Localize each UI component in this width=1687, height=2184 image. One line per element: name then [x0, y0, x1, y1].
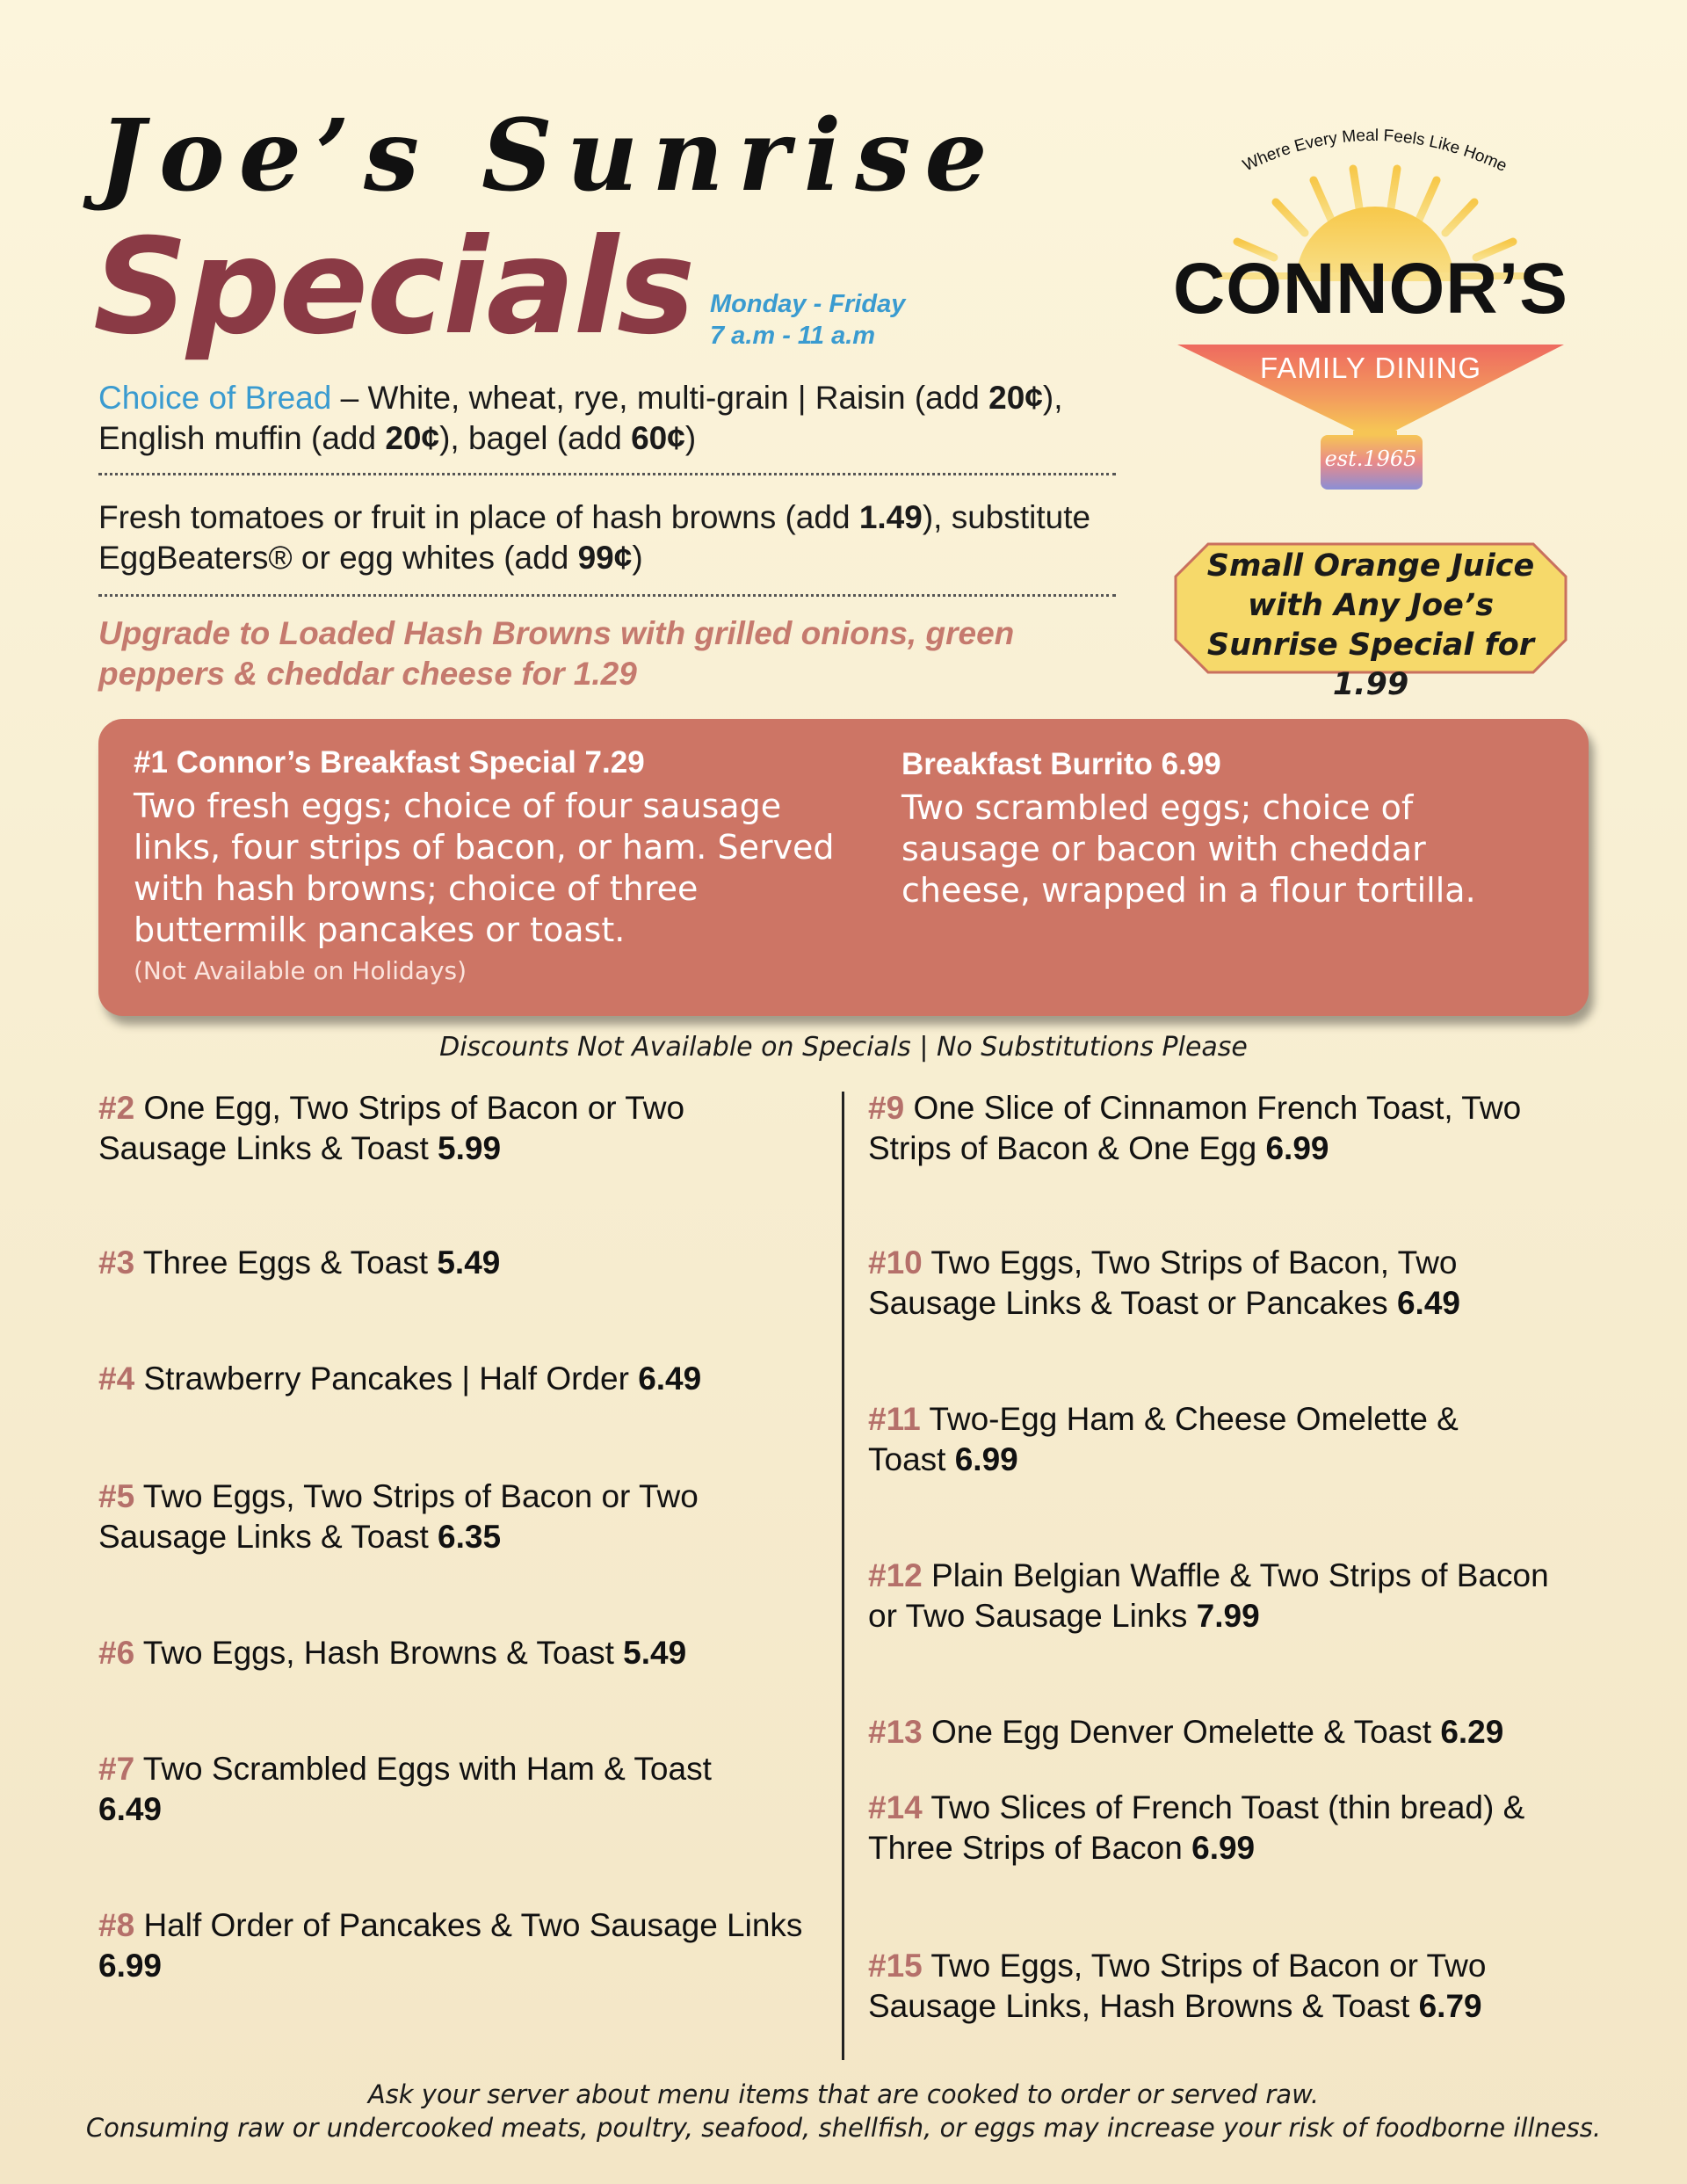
sub-price-2: 99¢ — [577, 540, 633, 576]
menu-item — [868, 1946, 1606, 2027]
item-price: 6.29 — [1440, 1714, 1504, 1750]
sub-text-2: ), substitute EggBeaters® or egg whites (add — [98, 499, 1091, 576]
bread-price-2: 20¢ — [385, 420, 440, 456]
logo-tagline: Where Every Meal Feels Like Home — [1240, 126, 1510, 176]
item-number: #6 — [98, 1635, 135, 1671]
menu-item — [98, 1088, 819, 1169]
dotted-divider — [98, 473, 1116, 475]
upgrade-note: Upgrade to Loaded Hash Browns with grilled onions, green peppers & cheddar cheese for 1.29 — [98, 615, 1015, 692]
menu-item — [98, 1633, 819, 1673]
item-price: 6.99 — [98, 1948, 163, 1984]
item-name: Two Eggs, Two Strips of Bacon, Two Sausage Links & Toast or Pancakes — [868, 1244, 1458, 1321]
menu-item — [868, 1399, 1536, 1480]
days-text: Monday - Friday — [710, 290, 906, 318]
bread-text-3: ), bagel (add — [439, 420, 632, 456]
featured-item-2 — [901, 747, 1552, 911]
item-price: 6.49 — [1396, 1285, 1460, 1321]
sub-price-1: 1.49 — [858, 499, 923, 535]
menu-item — [98, 1359, 819, 1399]
title-line-1: Joe’s Sunrise — [98, 98, 1002, 214]
menu-item — [98, 1749, 766, 1830]
logo-established: est.1965 — [1324, 446, 1417, 471]
item-name: Strawberry Pancakes | Half Order — [143, 1360, 629, 1397]
featured-1-description: Two fresh eggs; choice of four sausage links, four strips of bacon, or ham. Served with hash browns; choice of three buttermilk pancakes or toast. — [134, 787, 835, 949]
item-number: #2 — [98, 1090, 135, 1126]
item-number: #12 — [868, 1557, 923, 1593]
item-number: #7 — [98, 1751, 135, 1787]
dotted-divider — [98, 594, 1116, 597]
item-name: One Egg Denver Omelette & Toast — [931, 1714, 1432, 1750]
bread-text-2: ), English muffin (add — [98, 380, 1063, 456]
item-price: 6.99 — [1191, 1830, 1256, 1866]
item-number: #10 — [868, 1244, 923, 1281]
item-name: One Slice of Cinnamon French Toast, Two Strips of Bacon & One Egg — [868, 1090, 1522, 1166]
logo-subtitle: FAMILY DINING — [1260, 352, 1481, 384]
menu-item — [868, 1788, 1606, 1868]
menu-item — [868, 1556, 1562, 1636]
menu-item — [868, 1243, 1589, 1324]
menu-item — [98, 1477, 819, 1557]
item-name: Two Eggs, Two Strips of Bacon or Two Sausage Links, Hash Browns & Toast — [868, 1948, 1487, 2024]
bread-price-1: 20¢ — [988, 380, 1043, 416]
item-price: 6.49 — [638, 1360, 702, 1397]
item-name: Two Slices of French Toast (thin bread) & Three Strips of Bacon — [868, 1789, 1525, 1866]
featured-2-title: Breakfast Burrito 6.99 — [901, 747, 1221, 781]
item-price: 6.99 — [954, 1441, 1018, 1477]
footer-warning — [0, 2078, 1687, 2144]
logo-name: CONNOR’S — [1173, 249, 1568, 329]
item-name: Three Eggs & Toast — [142, 1244, 429, 1281]
item-number: #9 — [868, 1090, 905, 1126]
hours-text: 7 a.m - 11 a.m — [710, 322, 876, 350]
item-number: #11 — [868, 1401, 921, 1437]
item-number: #15 — [868, 1948, 923, 1984]
disclaimer: Discounts Not Available on Specials | No Substitutions Please — [439, 1032, 1248, 1063]
item-name: Two Eggs, Hash Browns & Toast — [142, 1635, 614, 1671]
item-number: #5 — [98, 1478, 135, 1514]
oj-badge-text: Small Orange Juice with Any Joe’s Sunrise Special for 1.99 — [1206, 548, 1535, 702]
menu-item — [868, 1712, 1606, 1752]
bread-text-1: – White, wheat, rye, multi-grain | Raisin (add — [331, 380, 989, 416]
featured-1-title: #1 Connor’s Breakfast Special 7.29 — [134, 745, 645, 780]
sub-text-1: Fresh tomatoes or fruit in place of hash browns (add — [98, 499, 859, 535]
item-number: #3 — [98, 1244, 135, 1281]
title-line-2: Specials — [93, 211, 694, 364]
item-name: Two Scrambled Eggs with Ham & Toast — [142, 1751, 712, 1787]
item-price: 6.35 — [438, 1519, 502, 1555]
hours-block — [710, 288, 905, 352]
item-name: One Egg, Two Strips of Bacon or Two Sausage Links & Toast — [98, 1090, 685, 1166]
menu-item — [868, 1088, 1589, 1169]
sub-text-3: ) — [632, 540, 643, 576]
featured-2-description: Two scrambled eggs; choice of sausage or bacon with cheddar cheese, wrapped in a flour tortilla. — [901, 788, 1476, 910]
featured-1-note: (Not Available on Holidays) — [134, 956, 467, 985]
item-price: 5.99 — [438, 1130, 502, 1166]
menu-item — [98, 1243, 819, 1283]
item-name: Half Order of Pancakes & Two Sausage Links — [143, 1907, 803, 1943]
bread-choice — [98, 378, 1118, 459]
item-price: 7.99 — [1196, 1598, 1260, 1634]
footer-line-2: Consuming raw or undercooked meats, poultry, seafood, shellfish, or eggs may increase your risk of foodborne illness. — [85, 2113, 1602, 2143]
item-price: 6.79 — [1418, 1988, 1482, 2024]
item-number: #14 — [868, 1789, 923, 1825]
bread-text-4: ) — [684, 420, 697, 456]
item-name: Two-Egg Ham & Cheese Omelette & Toast — [868, 1401, 1459, 1477]
substitutions — [98, 497, 1118, 578]
featured-item-1 — [134, 745, 836, 985]
item-number: #13 — [868, 1714, 923, 1750]
item-price: 6.49 — [98, 1791, 163, 1827]
item-name: Plain Belgian Waffle & Two Strips of Bacon or Two Sausage Links — [868, 1557, 1549, 1634]
item-number: #8 — [98, 1907, 135, 1943]
item-name: Two Eggs, Two Strips of Bacon or Two Sausage Links & Toast — [98, 1478, 699, 1555]
menu-item — [98, 1905, 819, 1986]
column-divider — [842, 1092, 844, 2060]
item-number: #4 — [98, 1360, 135, 1397]
item-price: 5.49 — [437, 1244, 501, 1281]
item-price: 5.49 — [623, 1635, 687, 1671]
footer-line-1: Ask your server about menu items that are cooked to order or served raw. — [367, 2079, 1320, 2109]
bread-label: Choice of Bread — [98, 380, 332, 416]
bread-price-3: 60¢ — [631, 420, 685, 456]
item-price: 6.99 — [1265, 1130, 1329, 1166]
